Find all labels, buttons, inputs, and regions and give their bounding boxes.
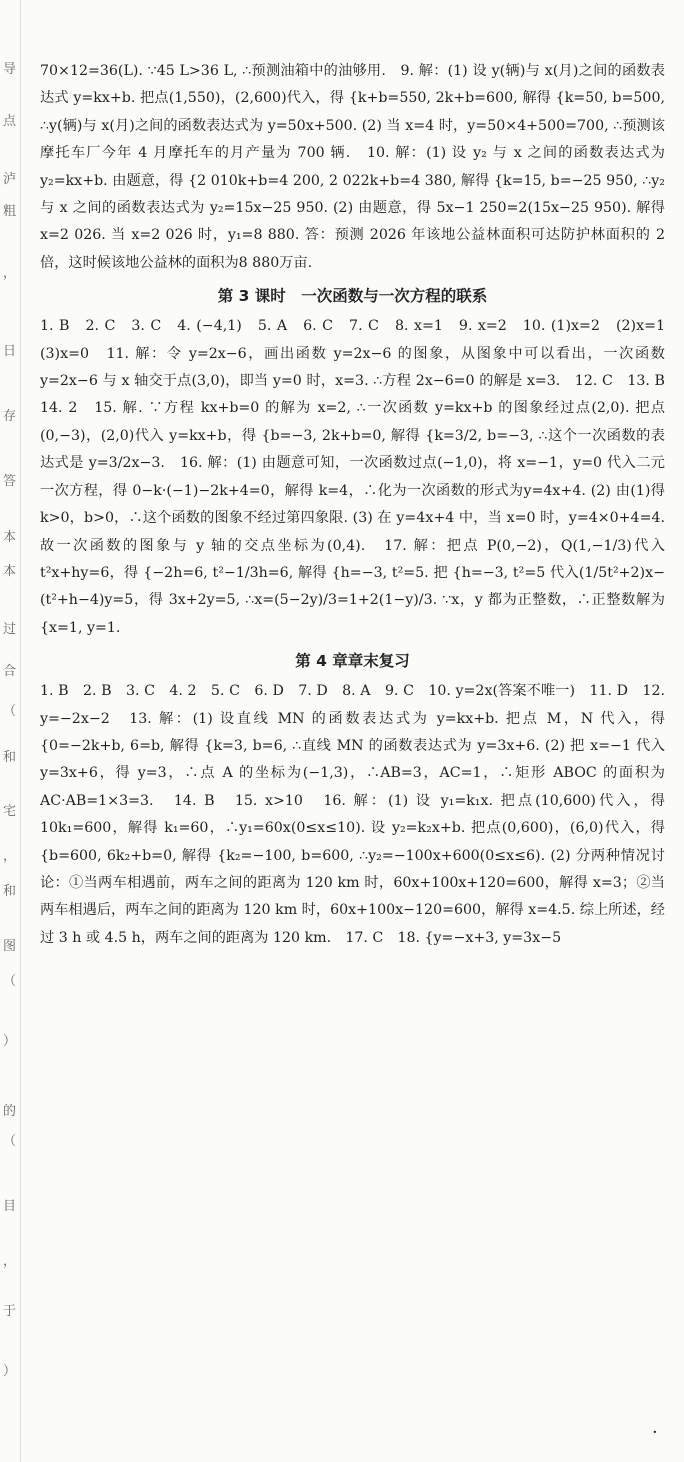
margin-char: ， bbox=[3, 1254, 17, 1269]
margin-char: 于 bbox=[3, 1304, 17, 1319]
page-dot: · bbox=[652, 1422, 658, 1443]
margin-char: 过 bbox=[3, 622, 17, 637]
left-margin-strip bbox=[0, 0, 21, 1462]
answer-paragraph: 1. B 2. C 3. C 4. (−4,1) 5. A 6. C 7. C 8. x=1 9. x=2 10. (1)x=2 (2)x=1 (3)x=0 11. 解：令 y=2x−6，画出函数 y=2x−6 的图象，从图象中可以看出，一次函数 y=2x−6 与 x 轴交于点(3,0)，即当 y=0 时，x=3. ∴方程 2x−6=0 的解是 x=3. 12. C 13. B 14. 2 15. 解. ∵方程 kx+b=0 的解为 x=2, ∴一次函数 y=kx+b 的图象经过点(2,0). 把点(0,−3)，(2,0)代入 y=kx+b，得 {b=−3, 2k+b=0, 解得 {k=3/2, b=−3, ∴这个一次函数的表达式是 y=3/2x−3. 16. 解：(1) 由题意可知，一次函数过点(−1,0)，将 x=−1，y=0 代入二元一次方程，得 0−k·(−1)−2k+4=0，解得 k=4，∴化为一次函数的形式为y=4x+4. (2) 由(1)得 k>0，b>0，∴这个函数的图象不经过第四象限. (3) 在 y=4x+4 中，当 x=0 时，y=4×0+4=4. 故一次函数的图象与 y 轴的交点坐标为(0,4). 17. 解：把点 P(0,−2)，Q(1,−1/3)代入 t²x+hy=6，得 {−2h=6, t²−1/3h=6, 解得 {h=−3, t²=5. 把 {h=−3, t²=5 代入(1/5t²+2)x−(t²+h−4)y=5，得 3x+2y=5, ∴x=(5−2y)/3=1+2(1−y)/3. ∵x，y 都为正整数，∴正整数解为 {x=1, y=1. bbox=[40, 318, 680, 636]
section-title: 第 4 章章末复习 bbox=[295, 652, 410, 671]
answer-paragraph: 1. B 2. B 3. C 4. 2 5. C 6. D 7. D 8. A 9. C 10. y=2x(答案不唯一) 11. D 12. y=−2x−2 13. 解：(1) 设直线 MN 的函数表达式为 y=kx+b. 把点 M，N 代入，得 {0=−2k+b, 6=b, 解得 {k=3, b=6, ∴直线 MN 的函数表达式为 y=3x+6. (2) 把 x=−1 代入 y=3x+6，得 y=3，∴点 A 的坐标为(−1,3)，∴AB=3，AC=1，∴矩形 ABOC 的面积为 AC·AB=1×3=3. 14. B 15. x>10 16. 解：(1) 设 y₁=k₁x. 把点(10,600)代入，得 10k₁=600，解得 k₁=60，∴y₁=60x(0≤x≤10). 设 y₂=k₂x+b. 把点(0,600)，(6,0)代入，得 {b=600, 6k₂+b=0, 解得 {k₂=−100, b=600, ∴y₂=−100x+600(0≤x≤6). (2) 分两种情况讨论：①当两车相遇前，两车之间的距离为 120 km 时，60x+100x+120=600，解得 x=3；②当两车相遇后，两车之间的距离为 120 km 时，60x+100x−120=600，解得 x=4.5. 综上所述，经过 3 h 或 4.5 h，两车之间的距离为 120 km. 17. C 18. {y=−x+3, y=3x−5 bbox=[40, 683, 665, 946]
section-title: 第 3 课时 一次函数与一次方程的联系 bbox=[217, 287, 488, 306]
margin-char: 目 bbox=[3, 1199, 17, 1214]
margin-char: 导 bbox=[3, 62, 17, 77]
margin-char: 宅 bbox=[3, 804, 17, 819]
margin-char: 存 bbox=[3, 409, 17, 424]
margin-char: 答 bbox=[3, 474, 17, 489]
answer-key-page bbox=[40, 58, 680, 952]
margin-char: 本 bbox=[3, 564, 17, 579]
margin-char: 点 bbox=[3, 114, 17, 129]
answer-paragraph: 70×12=36(L). ∵45 L>36 L, ∴预测油箱中的油够用. 9. 解：(1) 设 y(辆)与 x(月)之间的函数表达式 y=kx+b. 把点(1,550)，(2,600)代入，得 {k+b=550, 2k+b=600, 解得 {k=50, b=500, ∴y(辆)与 x(月)之间的函数表达式为 y=50x+500. (2) 当 x=4 时，y=50×4+500=700, ∴预测该摩托车厂今年 4 月摩托车的月产量为 700 辆. 10. 解：(1) 设 y₂ 与 x 之间的函数表达式为 y₂=kx+b. 由题意，得 {2 010k+b=4 200, 2 022k+b=4 380, 解得 {k=15, b=−25 950, ∴y₂ 与 x 之间的函数表达式为 y₂=15x−25 950. (2) 由题意，得 5x−1 250=2(15x−25 950). 解得 x=2 026. 当 x=2 026 时，y₁=8 880. 答：预测 2026 年该地公益林面积可达防护林面积的 2 倍，这时候该地公益林的面积为8 880万亩. bbox=[40, 63, 665, 271]
margin-char: ， bbox=[3, 266, 17, 281]
margin-char: ， bbox=[3, 849, 17, 864]
margin-char: ） bbox=[3, 1034, 17, 1049]
margin-char: 泸 bbox=[3, 172, 17, 187]
margin-char: （ bbox=[3, 1134, 17, 1149]
margin-char: 的 bbox=[3, 1104, 17, 1119]
margin-char: （ bbox=[3, 974, 17, 989]
margin-char: 合 bbox=[3, 664, 17, 679]
margin-char: ） bbox=[3, 1364, 17, 1379]
margin-char: （ bbox=[3, 704, 17, 719]
margin-char: 和 bbox=[3, 750, 17, 765]
margin-char: 和 bbox=[3, 884, 17, 899]
margin-char: 日 bbox=[3, 344, 17, 359]
margin-char: 本 bbox=[3, 530, 17, 545]
margin-char: 粗 bbox=[3, 204, 17, 219]
margin-char: 图 bbox=[3, 939, 17, 954]
